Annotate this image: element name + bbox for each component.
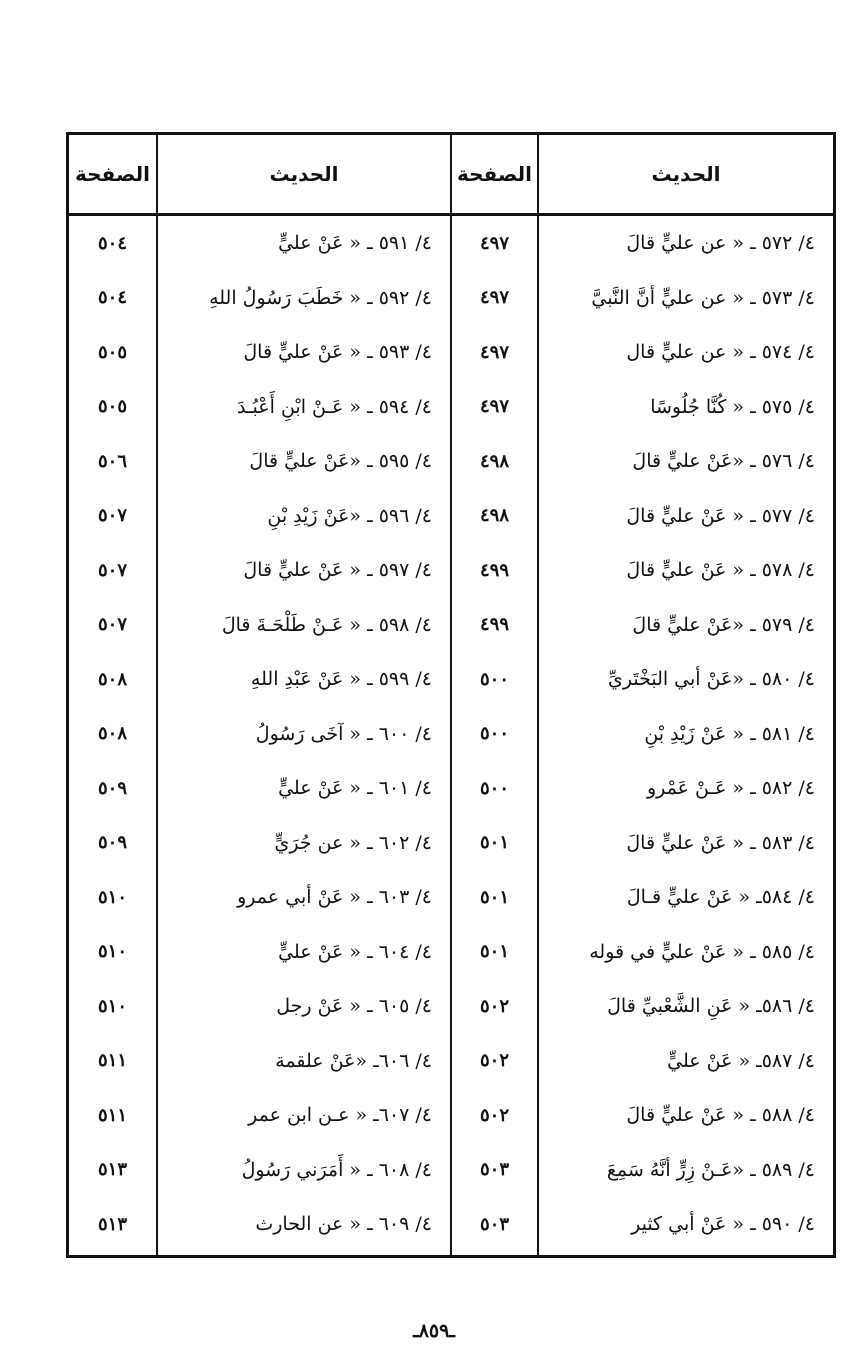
hadith-entry: ٤/ ٦٠٩ ـ « عن الحارث: [255, 1213, 432, 1235]
hadith-entry: ٤/ ٦٠٧ـ « عـن ابن عمر: [248, 1104, 432, 1126]
hadith-entry: ٤/ ٥٩٢ ـ « خَطَبَ رَسُولُ اللهِ: [209, 286, 432, 309]
hadith-entry: ٤/ ٦٠٤ ـ « عَنْ عليٍّ: [278, 940, 432, 963]
page-number-cell: ٥٠٠: [480, 668, 510, 690]
page-number-cell: ٤٩٨: [480, 505, 510, 526]
hadith-entry: ٤/ ٦٠٣ ـ « عَنْ أبي عمرو: [237, 886, 432, 908]
hadith-entry: ٤/ ٥٩٧ ـ « عَنْ عليٍّ قالَ: [243, 559, 432, 581]
page-number-cell: ٥٠٣: [480, 1213, 510, 1235]
page-number-cell: ٤٩٧: [480, 341, 510, 363]
page-number-cell: ٥٠٢: [480, 995, 510, 1017]
hadith-entry: ٤/ ٥٩٥ ـ «عَنْ عليٍّ قالَ: [249, 450, 432, 472]
page-number-cell: ٥٠٢: [480, 1050, 510, 1071]
hadith-entry: ٤/ ٥٨٠ ـ «عَنْ أبي البَخْتَريِّ: [607, 668, 815, 690]
hadith-entry: ٤/ ٦٠١ ـ « عَنْ عليٍّ: [278, 777, 432, 799]
hadith-entry: ٤/ ٥٨٧ـ « عَنْ عليٍّ: [667, 1049, 815, 1072]
hadith-entry: ٤/ ٥٩٩ ـ « عَنْ عَبْدِ اللهِ: [250, 668, 432, 690]
page-number-cell: ٤٩٧: [480, 232, 510, 254]
page-number-cell: ٥١٣: [98, 1213, 128, 1235]
hadith-entry: ٤/ ٥٨٦ـ « عَنِ الشَّعْبيِّ قالَ: [607, 995, 815, 1017]
hadith-entry: ٤/ ٥٧٩ ـ «عَنْ عليٍّ قالَ: [632, 613, 815, 636]
hadith-entry: ٤/ ٥٨٢ ـ « عَـنْ عَمْرو: [647, 777, 815, 799]
hadith-entry: ٤/ ٥٧٧ ـ « عَنْ عليٍّ قالَ: [626, 504, 815, 527]
page-number-cell: ٥١٠: [98, 941, 128, 962]
page-number-cell: ٤٩٩: [480, 614, 510, 635]
hadith-entry: ٤/ ٥٧٦ ـ «عَنْ عليٍّ قالَ: [632, 450, 815, 472]
hadith-entry: ٤/ ٥٧٢ ـ « عن عليٍّ قالَ: [626, 232, 815, 254]
page-number-cell: ٥١١: [98, 1104, 128, 1126]
page-number-cell: ٥٠٠: [480, 777, 510, 799]
page-number-cell: ٥٠٩: [98, 832, 128, 853]
page-number-cell: ٥٠٦: [98, 450, 128, 472]
right-hadith-column: [537, 216, 833, 1255]
page-number-cell: ٥٠١: [480, 941, 510, 962]
page-number: ـ٨٥٩ـ: [413, 1320, 455, 1342]
page-number-cell: ٥٠٨: [98, 723, 128, 744]
hadith-entry: ٤/ ٥٩٨ ـ « عَـنْ طَلْحَـةَ قالَ: [221, 613, 432, 636]
hadith-entry: ٤/ ٥٧٥ ـ « كُنَّا جُلُوسًا: [650, 395, 815, 418]
page-number-cell: ٤٩٩: [480, 559, 510, 581]
hadith-entry: ٤/ ٥٨٩ ـ «عَـنْ زِرٍّ أنَّهُ سَمِعَ: [606, 1158, 815, 1181]
hadith-entry: ٤/ ٥٧٣ ـ « عن عليٍّ أنَّ النَّبيَّ: [591, 286, 815, 309]
hadith-entry: ٤/ ٥٩٤ ـ « عَـنْ ابْنِ أَعْبُـدَ: [237, 395, 432, 418]
left-page-column: [69, 216, 156, 1255]
hadith-entry: ٤/ ٦٠٦ـ «عَنْ علقمة: [275, 1049, 432, 1072]
hadith-entry: ٤/ ٥٧٨ ـ « عَنْ عليٍّ قالَ: [626, 559, 815, 581]
hadith-entry: ٤/ ٦٠٢ ـ « عن جُرَيٍّ: [274, 831, 432, 854]
hadith-entry: ٤/ ٥٩٣ ـ « عَنْ عليٍّ قالَ: [243, 341, 432, 363]
page-number-cell: ٥٠٧: [98, 559, 128, 581]
page-number-cell: ٥١٣: [98, 1159, 128, 1180]
hadith-entry: ٤/ ٥٨١ ـ « عَنْ زَيْدِ بْنِ: [644, 722, 815, 745]
page-number-cell: ٥٠٤: [98, 232, 128, 254]
page-number-cell: ٥١٠: [98, 886, 128, 908]
hadith-entry: ٤/ ٥٨٥ ـ « عَنْ عليٍّ في قوله: [589, 940, 815, 963]
hadith-entry: ٤/ ٦٠٥ ـ « عَنْ رجل: [276, 995, 432, 1017]
header-hadith-left: الحديث: [156, 135, 450, 213]
left-hadith-column: [156, 216, 450, 1255]
index-table: [66, 132, 836, 1258]
table-body: [69, 216, 833, 1255]
page-number-cell: ٥٠٥: [98, 396, 128, 417]
page-number-cell: ٥٠١: [480, 886, 510, 908]
hadith-entry: ٤/ ٦٠٠ ـ « آخَى رَسُولُ: [255, 722, 432, 745]
table-header: [69, 135, 833, 216]
header-page-right: الصفحة: [450, 135, 537, 213]
hadith-entry: ٤/ ٥٨٨ ـ « عَنْ عليٍّ قالَ: [626, 1104, 815, 1126]
page-number-cell: ٥١٠: [98, 995, 128, 1017]
page-number-cell: ٥٠٧: [98, 614, 128, 635]
hadith-entry: ٤/ ٥٩٦ ـ «عَنْ زَيْدِ بْنِ: [267, 504, 432, 527]
hadith-entry: ٤/ ٥٩٠ ـ « عَنْ أبي كثير: [631, 1213, 815, 1235]
header-page-left: الصفحة: [75, 162, 151, 186]
hadith-entry: ٤/ ٥٧٤ ـ « عن عليٍّ قال: [626, 341, 815, 363]
page-number-cell: ٥٠٢: [480, 1104, 510, 1126]
hadith-entry: ٤/ ٥٨٤ـ « عَنْ عليٍّ قـالَ: [626, 886, 815, 908]
page-number-cell: ٥٠٤: [98, 287, 128, 308]
page-number-cell: ٤٩٨: [480, 450, 510, 472]
page-number-cell: ٤٩٧: [480, 396, 510, 417]
page-number-cell: ٥٠٨: [98, 668, 128, 690]
header-hadith-right: الحديث: [537, 135, 833, 213]
hadith-entry: ٤/ ٦٠٨ ـ « أَمَرَني رَسُولُ: [241, 1158, 432, 1181]
right-page-column: [450, 216, 537, 1255]
page-number-cell: ٥٠٣: [480, 1159, 510, 1180]
page-number-cell: ٥٠٧: [98, 505, 128, 526]
page-number-cell: ٥٠١: [480, 832, 510, 853]
page-number-cell: ٤٩٧: [480, 287, 510, 308]
hadith-entry: ٤/ ٥٩١ ـ « عَنْ عليٍّ: [278, 232, 432, 254]
hadith-entry: ٤/ ٥٨٣ ـ « عَنْ عليٍّ قالَ: [626, 831, 815, 854]
page-number-cell: ٥٠٩: [98, 777, 128, 799]
page-number-cell: ٥١١: [98, 1050, 128, 1071]
page-number-cell: ٥٠٠: [480, 723, 510, 744]
page-number-cell: ٥٠٥: [98, 341, 128, 363]
